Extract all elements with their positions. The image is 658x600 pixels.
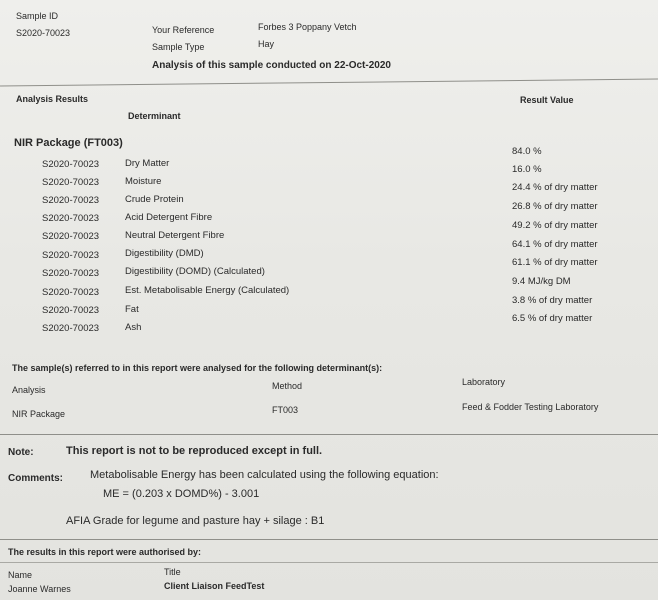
comments-label: Comments: bbox=[8, 473, 64, 484]
row-determinant: Est. Metabolisable Energy (Calculated) bbox=[125, 285, 290, 296]
row-sample-id: S2020-70023 bbox=[42, 268, 100, 279]
row-determinant: Acid Detergent Fibre bbox=[125, 212, 213, 223]
energy-equation: ME = (0.203 x DOMD%) - 3.001 bbox=[103, 488, 260, 500]
afia-grade: AFIA Grade for legume and pasture hay + silage : B1 bbox=[66, 515, 325, 527]
authoriser-name: Joanne Warnes bbox=[8, 584, 71, 594]
row-sample-id: S2020-70023 bbox=[42, 159, 100, 170]
determinant-header: Determinant bbox=[128, 111, 181, 121]
note-text: This report is not to be reproduced except in full. bbox=[66, 445, 323, 457]
divider-methods bbox=[0, 434, 658, 435]
row-sample-id: S2020-70023 bbox=[42, 177, 100, 188]
name-label: Name bbox=[8, 570, 33, 580]
result-value-header: Result Value bbox=[520, 95, 574, 105]
your-reference-label: Your Reference bbox=[152, 25, 215, 35]
row-determinant: Moisture bbox=[125, 176, 162, 187]
row-value: 16.0 % bbox=[512, 164, 542, 175]
analysis-results-label: Analysis Results bbox=[16, 94, 89, 104]
row-value: 3.8 % of dry matter bbox=[512, 295, 593, 306]
row-determinant: Digestibility (DOMD) (Calculated) bbox=[125, 266, 265, 277]
row-value: 61.1 % of dry matter bbox=[512, 257, 598, 268]
row-sample-id: S2020-70023 bbox=[42, 231, 100, 242]
analysis-column-header: Analysis bbox=[12, 385, 46, 395]
row-sample-id: S2020-70023 bbox=[42, 213, 100, 224]
row-value: 9.4 MJ/kg DM bbox=[512, 276, 571, 287]
laboratory-column-header: Laboratory bbox=[462, 377, 506, 387]
row-value: 49.2 % of dry matter bbox=[512, 220, 598, 231]
row-value: 24.4 % of dry matter bbox=[512, 182, 598, 193]
sample-type-value: Hay bbox=[258, 39, 275, 49]
divider-notes bbox=[0, 539, 658, 540]
row-determinant: Dry Matter bbox=[125, 158, 170, 169]
row-sample-id: S2020-70023 bbox=[42, 305, 100, 316]
row-value: 6.5 % of dry matter bbox=[512, 313, 593, 324]
row-value: 84.0 % bbox=[512, 146, 542, 157]
title-label: Title bbox=[164, 567, 181, 577]
row-sample-id: S2020-70023 bbox=[42, 287, 100, 298]
package-title: NIR Package (FT003) bbox=[14, 137, 123, 149]
sample-type-label: Sample Type bbox=[152, 42, 205, 52]
row-determinant: Ash bbox=[125, 322, 142, 333]
row-determinant: Crude Protein bbox=[125, 194, 184, 205]
row-value: 26.8 % of dry matter bbox=[512, 201, 598, 212]
comments-text: Metabolisable Energy has been calculated using the following equation: bbox=[90, 469, 439, 481]
authoriser-title: Client Liaison FeedTest bbox=[164, 581, 265, 591]
sample-id-label: Sample ID bbox=[16, 11, 59, 21]
row-determinant: Neutral Detergent Fibre bbox=[125, 230, 225, 241]
your-reference-value: Forbes 3 Poppany Vetch bbox=[258, 22, 357, 32]
note-label: Note: bbox=[8, 447, 34, 458]
row-determinant: Fat bbox=[125, 304, 139, 315]
analysis-value: NIR Package bbox=[12, 409, 66, 419]
row-determinant: Digestibility (DMD) bbox=[125, 248, 204, 259]
authorisation-intro: The results in this report were authorised by: bbox=[8, 547, 202, 557]
method-column-header: Method bbox=[272, 381, 303, 391]
method-value: FT003 bbox=[272, 405, 299, 415]
analysis-date-line: Analysis of this sample conducted on 22-Oct-2020 bbox=[152, 60, 391, 71]
divider-authorisation bbox=[0, 562, 658, 563]
row-sample-id: S2020-70023 bbox=[42, 323, 100, 334]
row-value: 64.1 % of dry matter bbox=[512, 239, 598, 250]
methods-intro: The sample(s) referred to in this report were analysed for the following determinant(s): bbox=[12, 363, 383, 373]
sample-id-value: S2020-70023 bbox=[16, 28, 71, 38]
row-sample-id: S2020-70023 bbox=[42, 250, 100, 261]
row-sample-id: S2020-70023 bbox=[42, 195, 100, 206]
divider-header bbox=[0, 79, 658, 87]
laboratory-value: Feed & Fodder Testing Laboratory bbox=[462, 402, 599, 412]
